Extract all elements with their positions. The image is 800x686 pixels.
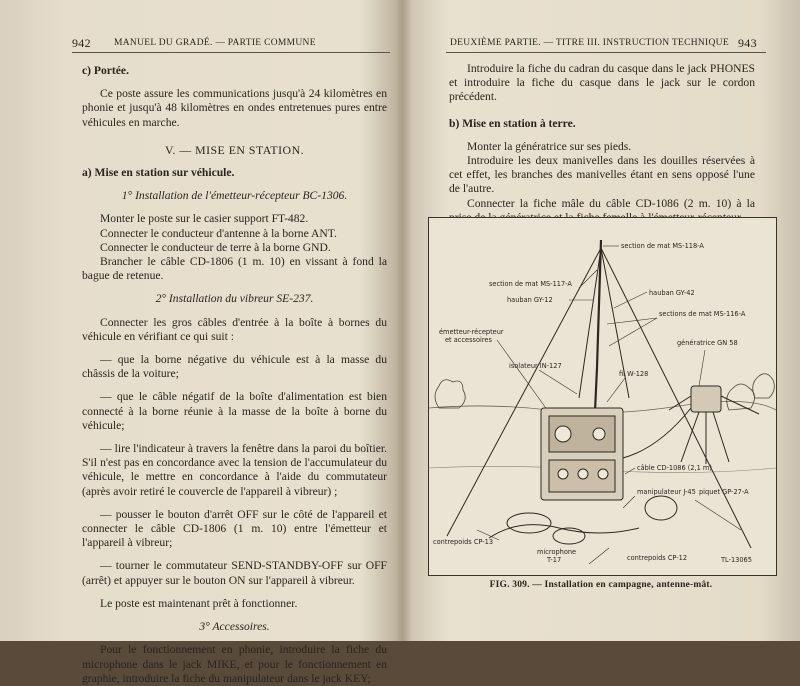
- right-running-header: DEUXIÈME PARTIE. — TITRE III. INSTRUCTION TECHNIQUE: [450, 38, 729, 48]
- ready-text: Le poste est maintenant prêt à fonctionner.: [100, 596, 298, 610]
- install-1-heading: 1° Installation de l'émetteur-récepteur BC-1306.: [121, 189, 348, 203]
- right-header-rule: [446, 52, 766, 53]
- label-cable: câble CD-1086 (2,1 m): [637, 464, 712, 472]
- intro-text: Introduire la fiche du cadran du casque dans le jack PHONES et introduire la fiche du casque dans le jack sur le cordon précédent.: [449, 62, 755, 104]
- label-mast-116: sections de mat MS-116-A: [659, 310, 746, 318]
- left-text-block: [82, 64, 387, 686]
- install-1-line: Brancher le câble CD-1806 (1 m. 10) en vissant à fond la bague de retenue.: [82, 255, 387, 283]
- label-hauban-12: hauban GY-12: [507, 296, 553, 304]
- install-2-heading: 2° Installation du vibreur SE-237.: [155, 292, 314, 306]
- label-accessoires: et accessoires: [445, 336, 492, 344]
- left-page-number: 942: [72, 36, 91, 50]
- install-2-intro: Connecter les gros câbles d'entrée à la boîte à bornes du véhicule en vérifiant ce qui suit :: [82, 315, 387, 343]
- label-mast-117: section de mat MS-117-A: [489, 280, 572, 288]
- label-fil: fil W-128: [619, 370, 649, 378]
- install-1-line: Monter le poste sur le casier support FT-482.: [100, 212, 309, 226]
- terre-line: Introduire les deux manivelles dans les douilles réservées à cet effet, les branches des manivelles étant en sens opposé l'une de l'autre.: [449, 154, 755, 196]
- label-generatrice: génératrice GN 58: [677, 339, 738, 347]
- label-microphone: microphone: [537, 548, 577, 556]
- install-2-item: — que le câble négatif de la boîte d'alimentation est bien connecté à la borne réunie à la masse de la boîte à borne du véhicule;: [82, 390, 387, 432]
- install-3-heading: 3° Accessoires.: [199, 620, 270, 634]
- left-running-header: MANUEL DU GRADÉ. — PARTIE COMMUNE: [114, 38, 316, 48]
- install-2-item: — tourner le commutateur SEND-STANDBY-OFF sur OFF (arrêt) et appuyer sur le bouton ON sur l'appareil à vibreur.: [82, 559, 387, 587]
- figure-drawing: [429, 218, 776, 575]
- right-text-block: [449, 62, 755, 239]
- label-mast-118: section de mat MS-118-A: [621, 242, 704, 250]
- install-2-item: — lire l'indicateur à travers la fenêtre dans la paroi du boîtier. S'il n'est pas en concordance avec la tension de l'accumulateur du véhicule, le mettre en concordance à l'aide du commutateur (après avoir retiré le couvercle de l'appareil à vibreur) ;: [82, 442, 387, 498]
- section-heading: V. — MISE EN STATION.: [164, 142, 305, 157]
- right-page-number: 943: [738, 36, 757, 50]
- portee-text: Ce poste assure les communications jusqu'à 24 kilomètres en phonie et jusqu'à 48 kilomètres en ondes entretenues pures entre véhicules en marche.: [82, 87, 387, 129]
- vehicule-heading: a) Mise en station sur véhicule.: [82, 166, 235, 180]
- terre-line: Connecter la fiche mâle du câble CD-1086 (2 m. 10) à la: [467, 196, 755, 210]
- terre-line: Monter la génératrice sur ses pieds.: [467, 139, 632, 153]
- install-1-line: Connecter le conducteur d'antenne à la borne ANT.: [100, 226, 337, 240]
- install-2-item: — pousser le bouton d'arrêt OFF sur le côté de l'appareil et connecter le câble CD-1806 (1 m. 10) entre l'émetteur et l'appareil à vibreur;: [82, 507, 387, 550]
- label-manipulateur: manipulateur J-45: [637, 488, 696, 496]
- left-header-rule: [72, 52, 390, 53]
- install-3-text: Pour le fonctionnement en phonie, introduire la fiche du microphone dans le jack MIKE, et pour le fonctionnement en graphie, introduire la fiche du manipulateur dans le jack KEY;: [82, 643, 387, 685]
- left-page: [0, 0, 400, 685]
- terre-heading: b) Mise en station à terre.: [449, 116, 576, 130]
- figure-caption: FIG. 309. — Installation en campagne, antenne-mât.: [489, 580, 713, 590]
- label-contrepoids-13: contrepoids CP-13: [433, 538, 494, 546]
- label-isolateur: isolateur IN-127: [509, 362, 562, 370]
- install-1-line: Connecter le conducteur de terre à la borne GND.: [100, 240, 331, 254]
- label-contrepoids-12: contrepoids CP-12: [627, 554, 688, 562]
- portee-heading: c) Portée.: [82, 64, 129, 77]
- label-microphone-t17: T-17: [547, 556, 562, 564]
- label-emetteur: émetteur-récepteur: [439, 328, 504, 336]
- install-2-item: — que la borne négative du véhicule est à la masse du châssis de la voiture;: [82, 353, 387, 381]
- figure-antenna-mast: [428, 217, 777, 576]
- label-piquet: piquet GP-27-A: [699, 488, 749, 496]
- label-figure-ref: TL-13065: [721, 556, 752, 564]
- label-hauban-42: hauban GY-42: [649, 289, 695, 297]
